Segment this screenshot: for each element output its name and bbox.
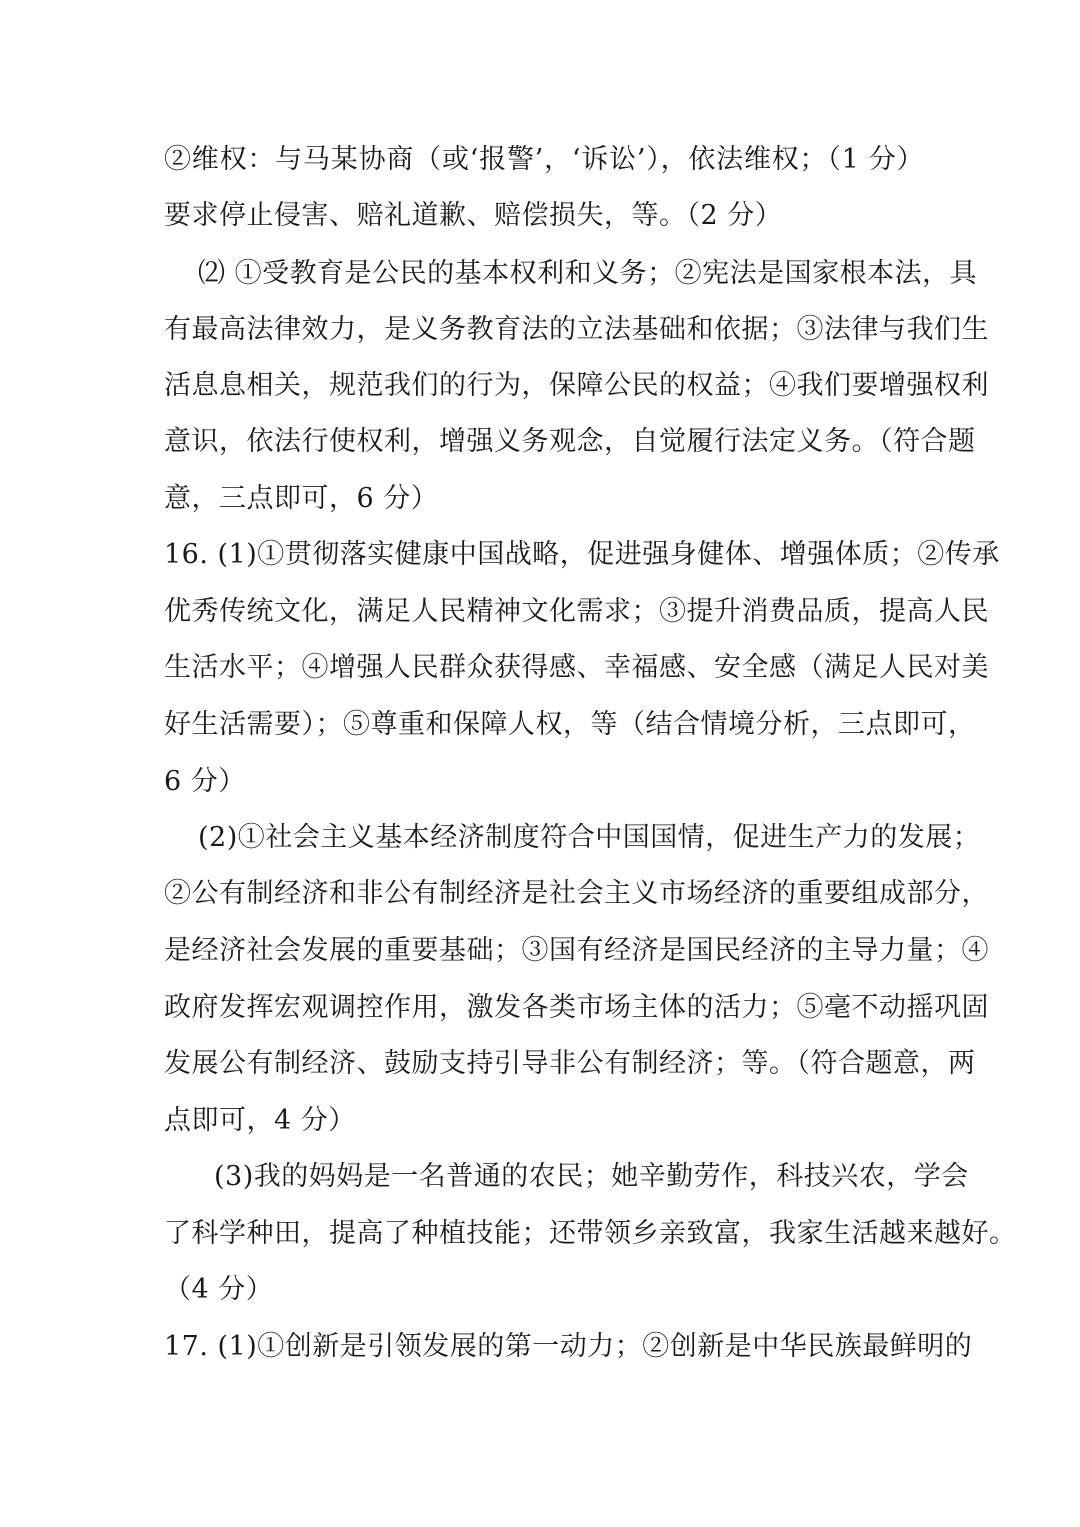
answer-line: ②公有制经济和非公有制经济是社会主义市场经济的重要组成部分， [164, 878, 989, 909]
question-17-line: 17. (1)①创新是引领发展的第一动力；②创新是中华民族最鲜明的 [164, 1331, 973, 1362]
answer-line: 有最高法律效力，是义务教育法的立法基础和依据；③法律与我们生 [164, 314, 989, 345]
answer-line: 发展公有制经济、鼓励支持引导非公有制经济；等。（符合题意，两 [164, 1048, 976, 1079]
answer-line: 是经济社会发展的重要基础；③国有经济是国民经济的主导力量；④ [164, 935, 989, 966]
answer-line: 要求停止侵害、赔礼道歉、赔偿损失，等。（2 分） [164, 200, 783, 231]
answer-line: 优秀传统文化，满足人民精神文化需求；③提升消费品质，提高人民 [164, 596, 989, 627]
answer-line: 意，三点即可，6 分） [164, 483, 439, 514]
answer-line: 好生活需要）；⑤尊重和保障人权，等（结合情境分析，三点即可， [164, 709, 976, 740]
answer-line: （4 分） [164, 1274, 274, 1305]
answer-line: 6 分） [164, 766, 246, 797]
answer-line: 活息息相关，规范我们的行为，保障公民的权益；④我们要增强权利 [164, 370, 989, 401]
answer-line: 生活水平；④增强人民群众获得感、幸福感、安全感（满足人民对美 [164, 652, 989, 683]
question-16-line: 16. (1)①贯彻落实健康中国战略，促进强身健体、增强体质；②传承 [164, 539, 1000, 570]
answer-line: (2)①社会主义基本经济制度符合中国国情，促进生产力的发展； [198, 822, 981, 853]
answer-line: ②维权：与马某协商（或‘报警’，‘诉讼’），依法维权；（1 分） [164, 144, 924, 175]
answer-line: 了科学种田，提高了种植技能；还带领乡亲致富，我家生活越来越好。 [164, 1218, 1017, 1249]
answer-line: 政府发挥宏观调控作用，激发各类市场主体的活力；⑤毫不动摇巩固 [164, 992, 989, 1023]
answer-line: 意识，依法行使权利，增强义务观念，自觉履行法定义务。（符合题 [164, 426, 976, 457]
answer-line: 点即可，4 分） [164, 1105, 356, 1136]
answer-line: ⑵ ①受教育是公民的基本权利和义务；②宪法是国家根本法，具 [198, 258, 978, 289]
answer-line: (3)我的妈妈是一名普通的农民；她辛勤劳作，科技兴农，学会 [214, 1161, 969, 1192]
